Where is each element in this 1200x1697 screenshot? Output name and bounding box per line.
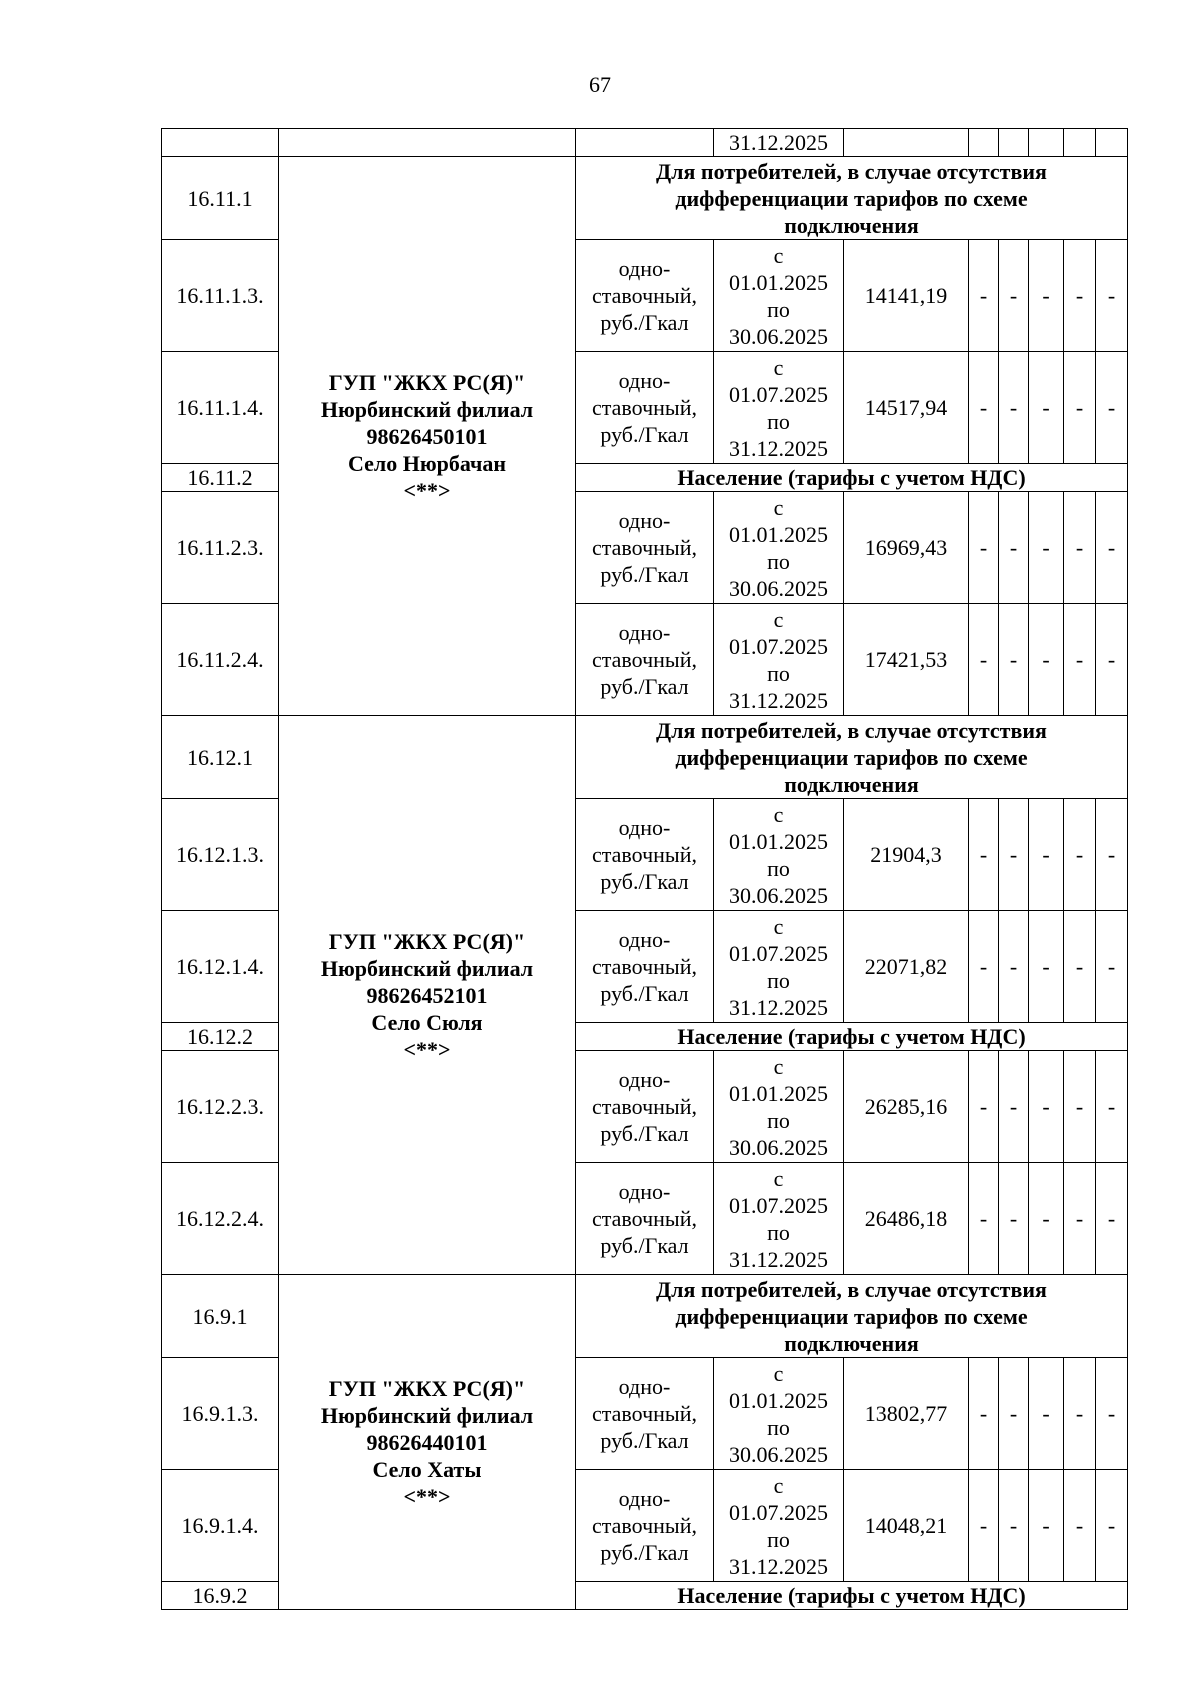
- empty-value-cell: -: [1029, 352, 1064, 464]
- table-row: [162, 129, 1128, 157]
- period-cell: [714, 911, 844, 1023]
- tariff-value: 26486,18: [844, 1163, 969, 1275]
- header-line: дифференциации тарифов по схеме: [675, 744, 1028, 770]
- empty-value-cell: -: [1096, 911, 1128, 1023]
- table-row: [162, 157, 1128, 240]
- rate-type-line: ставочный,: [592, 954, 697, 979]
- period-line: по: [767, 296, 790, 322]
- empty-value-cell: -: [1064, 1358, 1096, 1470]
- empty-value-cell: -: [1064, 1163, 1096, 1275]
- empty-value-cell: -: [969, 799, 999, 911]
- header-line: Для потребителей, в случае отсутствия: [656, 158, 1047, 184]
- period-line: по: [767, 548, 790, 574]
- organization-cell: [279, 716, 576, 1275]
- row-code: 16.12.1.4.: [162, 911, 279, 1023]
- empty-value-cell: -: [999, 240, 1029, 352]
- organization-line: <**>: [403, 1483, 451, 1509]
- rate-type-line: руб./Гкал: [600, 674, 689, 699]
- organization-line: ГУП "ЖКХ РС(Я)": [328, 369, 526, 395]
- tariff-value: 14048,21: [844, 1470, 969, 1582]
- empty-value-cell: -: [969, 604, 999, 716]
- organization-line: Село Нюрбачан: [347, 450, 507, 476]
- row-code: 16.12.2: [162, 1023, 279, 1051]
- period-line: 01.01.2025: [729, 1080, 828, 1106]
- tariff-value: 17421,53: [844, 604, 969, 716]
- period-line: с: [773, 1360, 784, 1386]
- period-line: 01.07.2025: [729, 633, 828, 659]
- rate-type-line: ставочный,: [592, 1094, 697, 1119]
- tariff-value: 22071,82: [844, 911, 969, 1023]
- empty-value-cell: -: [999, 1358, 1029, 1470]
- empty-value-cell: -: [1064, 240, 1096, 352]
- empty-value-cell: -: [969, 911, 999, 1023]
- rate-type-cell: [576, 240, 714, 352]
- empty-value-cell: -: [1096, 352, 1128, 464]
- empty-value-cell: -: [1096, 1358, 1128, 1470]
- rate-type-line: ставочный,: [592, 1401, 697, 1426]
- period-line: 01.01.2025: [729, 269, 828, 295]
- empty-value-cell: -: [1029, 1358, 1064, 1470]
- row-code: 16.11.2: [162, 464, 279, 492]
- consumer-group-header: [576, 1275, 1128, 1358]
- empty-value-cell: -: [1029, 1470, 1064, 1582]
- empty-value-cell: -: [1064, 911, 1096, 1023]
- period-line: по: [767, 855, 790, 881]
- organization-line: Село Сюля: [371, 1009, 483, 1035]
- tariff-value: 14141,19: [844, 240, 969, 352]
- period-line: с: [773, 913, 784, 939]
- period-line: с: [773, 606, 784, 632]
- rate-type-line: руб./Гкал: [600, 310, 689, 335]
- row-code: 16.12.2.3.: [162, 1051, 279, 1163]
- organization-cell: [279, 157, 576, 716]
- rate-type-line: руб./Гкал: [600, 981, 689, 1006]
- period-line: 30.06.2025: [729, 575, 828, 601]
- empty-value-cell: -: [1096, 799, 1128, 911]
- consumer-group-header: [576, 157, 1128, 240]
- empty-value-cell: -: [999, 604, 1029, 716]
- rate-type-line: ставочный,: [592, 1206, 697, 1231]
- empty-value-cell: -: [1029, 799, 1064, 911]
- empty-value-cell: -: [1029, 604, 1064, 716]
- empty-value-cell: -: [1064, 352, 1096, 464]
- empty-value-cell: -: [969, 240, 999, 352]
- rate-type-cell: [576, 1163, 714, 1275]
- empty-value-cell: -: [999, 1051, 1029, 1163]
- row-code: 16.9.1.3.: [162, 1358, 279, 1470]
- organization-line: Село Хаты: [372, 1456, 482, 1482]
- tariff-value: 26285,16: [844, 1051, 969, 1163]
- organization-line: 98626452101: [366, 982, 488, 1008]
- empty-value-cell: -: [999, 492, 1029, 604]
- empty-value-cell: -: [1029, 1163, 1064, 1275]
- rate-type-line: ставочный,: [592, 535, 697, 560]
- organization-line: <**>: [403, 477, 451, 503]
- period-line: по: [767, 967, 790, 993]
- row-code: 16.11.1.3.: [162, 240, 279, 352]
- period-line: 01.07.2025: [729, 940, 828, 966]
- rate-type-cell: [576, 799, 714, 911]
- period-cell: [714, 1470, 844, 1582]
- period-cell: [714, 352, 844, 464]
- period-line: по: [767, 408, 790, 434]
- empty-value-cell: -: [999, 1470, 1029, 1582]
- organization-line: 98626450101: [366, 423, 488, 449]
- row-code: 16.12.1: [162, 716, 279, 799]
- rate-type-cell: [576, 911, 714, 1023]
- empty-value-cell: -: [1064, 1470, 1096, 1582]
- period-cell: [714, 240, 844, 352]
- period-line: 01.07.2025: [729, 1192, 828, 1218]
- period-line: 31.12.2025: [729, 435, 828, 461]
- header-line: подключения: [784, 771, 919, 797]
- header-line: Для потребителей, в случае отсутствия: [656, 1276, 1047, 1302]
- header-line: подключения: [784, 1330, 919, 1356]
- empty-value-cell: -: [1064, 1051, 1096, 1163]
- rate-type-line: одно-: [618, 1179, 671, 1204]
- organization-line: Нюрбинский филиал: [320, 955, 534, 981]
- rate-type-line: ставочный,: [592, 395, 697, 420]
- tariff-value: 14517,94: [844, 352, 969, 464]
- rate-type-line: ставочный,: [592, 283, 697, 308]
- period-line: с: [773, 1053, 784, 1079]
- period-line: 01.07.2025: [729, 1499, 828, 1525]
- period-line: по: [767, 1107, 790, 1133]
- header-line: дифференциации тарифов по схеме: [675, 185, 1028, 211]
- empty-value-cell: -: [1064, 492, 1096, 604]
- rate-type-line: одно-: [618, 256, 671, 281]
- header-line: подключения: [784, 212, 919, 238]
- empty-value-cell: -: [999, 1163, 1029, 1275]
- period-cell: [714, 1051, 844, 1163]
- period-cell: [714, 604, 844, 716]
- row-code: 16.11.2.4.: [162, 604, 279, 716]
- empty-value-cell: -: [1064, 604, 1096, 716]
- period-cell: [714, 492, 844, 604]
- rate-type-cell: [576, 1051, 714, 1163]
- population-group-header: Население (тарифы с учетом НДС): [576, 464, 1128, 492]
- organization-line: Нюрбинский филиал: [320, 396, 534, 422]
- rate-type-line: руб./Гкал: [600, 1233, 689, 1258]
- blank-cell: [969, 129, 999, 157]
- population-group-header: Население (тарифы с учетом НДС): [576, 1023, 1128, 1051]
- blank-cell: [999, 129, 1029, 157]
- empty-value-cell: -: [969, 1163, 999, 1275]
- rate-type-line: одно-: [618, 1486, 671, 1511]
- period-line: с: [773, 1472, 784, 1498]
- empty-value-cell: -: [969, 352, 999, 464]
- row-code: 16.12.1.3.: [162, 799, 279, 911]
- empty-value-cell: -: [1096, 492, 1128, 604]
- row-code: 16.9.1: [162, 1275, 279, 1358]
- empty-value-cell: -: [969, 492, 999, 604]
- rate-type-line: ставочный,: [592, 842, 697, 867]
- rate-type-line: ставочный,: [592, 1513, 697, 1538]
- organization-line: ГУП "ЖКХ РС(Я)": [328, 928, 526, 954]
- rate-type-line: руб./Гкал: [600, 422, 689, 447]
- table-row: [162, 1275, 1128, 1358]
- period-line: по: [767, 1219, 790, 1245]
- row-code: 16.11.2.3.: [162, 492, 279, 604]
- rate-type-line: одно-: [618, 815, 671, 840]
- rate-type-line: одно-: [618, 620, 671, 645]
- rate-type-cell: [576, 1470, 714, 1582]
- rate-type-line: руб./Гкал: [600, 869, 689, 894]
- period-cell: [714, 799, 844, 911]
- period-line: 31.12.2025: [729, 994, 828, 1020]
- empty-value-cell: -: [999, 352, 1029, 464]
- header-line: дифференциации тарифов по схеме: [675, 1303, 1028, 1329]
- empty-value-cell: -: [1029, 240, 1064, 352]
- blank-cell: [162, 129, 279, 157]
- empty-value-cell: -: [969, 1470, 999, 1582]
- period-line: 01.01.2025: [729, 1387, 828, 1413]
- period-cell: [714, 1163, 844, 1275]
- rate-type-cell: [576, 352, 714, 464]
- rate-type-line: руб./Гкал: [600, 1428, 689, 1453]
- blank-cell: [1029, 129, 1064, 157]
- tariff-table: [161, 128, 1128, 1610]
- period-line: по: [767, 1414, 790, 1440]
- period-line: 30.06.2025: [729, 323, 828, 349]
- empty-value-cell: -: [969, 1051, 999, 1163]
- period-line: с: [773, 354, 784, 380]
- period-line: 01.07.2025: [729, 381, 828, 407]
- empty-value-cell: -: [1096, 240, 1128, 352]
- blank-cell: [576, 129, 714, 157]
- empty-value-cell: -: [999, 911, 1029, 1023]
- tariff-value: 16969,43: [844, 492, 969, 604]
- period-line: по: [767, 660, 790, 686]
- rate-type-line: одно-: [618, 927, 671, 952]
- row-code: 16.11.1: [162, 157, 279, 240]
- empty-value-cell: -: [1096, 1470, 1128, 1582]
- tariff-value: 13802,77: [844, 1358, 969, 1470]
- rate-type-line: одно-: [618, 368, 671, 393]
- empty-value-cell: -: [1064, 799, 1096, 911]
- period-line: с: [773, 242, 784, 268]
- period-cell: 31.12.2025: [714, 129, 844, 157]
- rate-type-line: ставочный,: [592, 647, 697, 672]
- rate-type-line: руб./Гкал: [600, 562, 689, 587]
- period-line: 01.01.2025: [729, 828, 828, 854]
- empty-value-cell: -: [1096, 1163, 1128, 1275]
- organization-cell: [279, 1275, 576, 1610]
- period-line: с: [773, 801, 784, 827]
- organization-line: <**>: [403, 1036, 451, 1062]
- period-line: 31.12.2025: [729, 1553, 828, 1579]
- rate-type-line: руб./Гкал: [600, 1121, 689, 1146]
- period-line: 30.06.2025: [729, 1134, 828, 1160]
- period-line: 30.06.2025: [729, 882, 828, 908]
- organization-line: ГУП "ЖКХ РС(Я)": [328, 1375, 526, 1401]
- row-code: 16.11.1.4.: [162, 352, 279, 464]
- population-group-header: Население (тарифы с учетом НДС): [576, 1582, 1128, 1610]
- empty-value-cell: -: [1029, 492, 1064, 604]
- page-number: 67: [589, 72, 611, 97]
- blank-cell: [1064, 129, 1096, 157]
- row-code: 16.12.2.4.: [162, 1163, 279, 1275]
- tariff-value: 21904,3: [844, 799, 969, 911]
- period-line: 01.01.2025: [729, 521, 828, 547]
- period-line: с: [773, 494, 784, 520]
- blank-cell: [844, 129, 969, 157]
- period-line: 31.12.2025: [729, 687, 828, 713]
- rate-type-cell: [576, 492, 714, 604]
- blank-cell: [1096, 129, 1128, 157]
- rate-type-line: руб./Гкал: [600, 1540, 689, 1565]
- period-line: 31.12.2025: [729, 1246, 828, 1272]
- period-line: по: [767, 1526, 790, 1552]
- header-line: Для потребителей, в случае отсутствия: [656, 717, 1047, 743]
- empty-value-cell: -: [999, 799, 1029, 911]
- rate-type-cell: [576, 1358, 714, 1470]
- rate-type-cell: [576, 604, 714, 716]
- empty-value-cell: -: [1029, 911, 1064, 1023]
- organization-line: 98626440101: [366, 1429, 488, 1455]
- rate-type-line: одно-: [618, 508, 671, 533]
- empty-value-cell: -: [969, 1358, 999, 1470]
- empty-value-cell: -: [1096, 604, 1128, 716]
- organization-line: Нюрбинский филиал: [320, 1402, 534, 1428]
- consumer-group-header: [576, 716, 1128, 799]
- rate-type-line: одно-: [618, 1374, 671, 1399]
- rate-type-line: одно-: [618, 1067, 671, 1092]
- row-code: 16.9.1.4.: [162, 1470, 279, 1582]
- empty-value-cell: -: [1029, 1051, 1064, 1163]
- period-cell: [714, 1358, 844, 1470]
- period-line: 30.06.2025: [729, 1441, 828, 1467]
- table-row: [162, 716, 1128, 799]
- blank-cell: [279, 129, 576, 157]
- period-line: с: [773, 1165, 784, 1191]
- empty-value-cell: -: [1096, 1051, 1128, 1163]
- row-code: 16.9.2: [162, 1582, 279, 1610]
